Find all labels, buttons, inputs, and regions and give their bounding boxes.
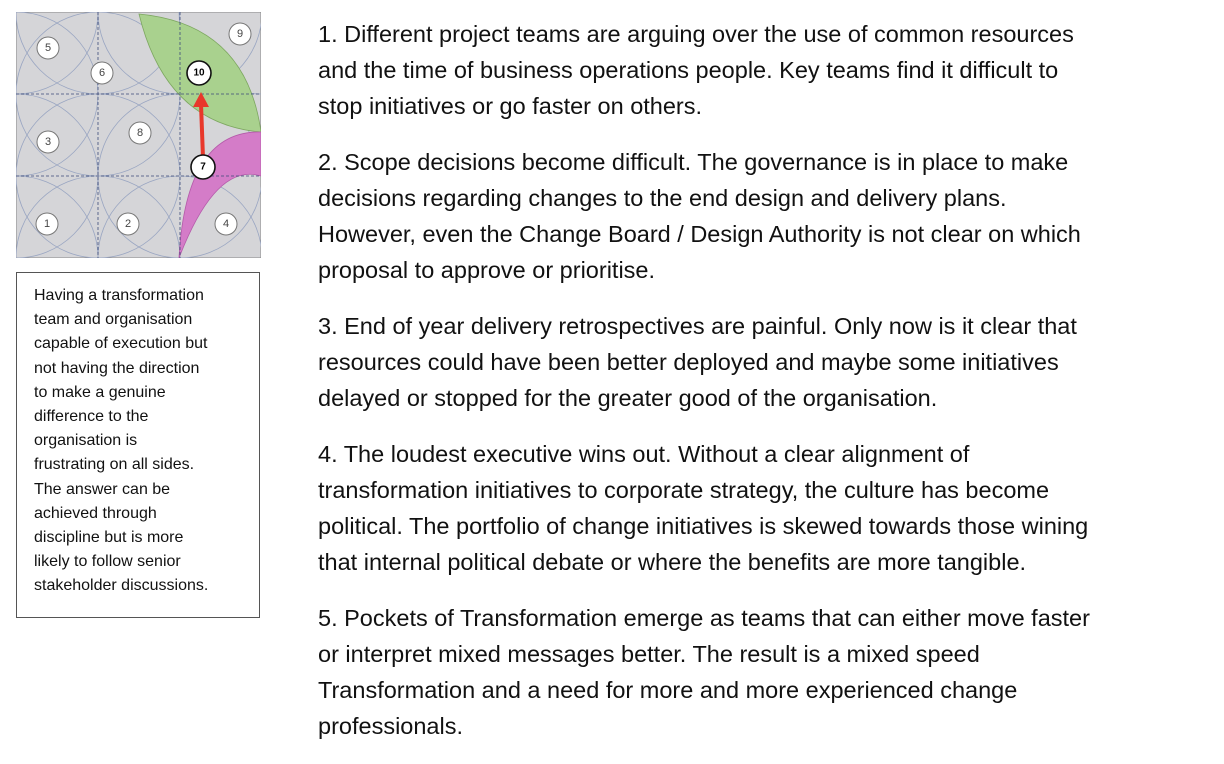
paragraph-line: professionals. bbox=[318, 713, 463, 739]
paragraph-line: 3. End of year delivery retrospectives are painful. Only now is it clear that bbox=[318, 313, 1077, 339]
badge-label-4: 4 bbox=[222, 218, 230, 230]
paragraph-line: 5. Pockets of Transformation emerge as teams that can either move faster bbox=[318, 605, 1090, 631]
badge-7 bbox=[191, 155, 215, 179]
paragraph-line: 4. The loudest executive wins out. Without a clear alignment of bbox=[318, 441, 970, 467]
badge-label-1: 1 bbox=[43, 218, 51, 230]
badge-label-2: 2 bbox=[124, 218, 132, 230]
paragraph-5 bbox=[318, 600, 1208, 744]
paragraph-line: 1. Different project teams are arguing over the use of common resources bbox=[318, 21, 1074, 47]
badge-label-3: 3 bbox=[44, 136, 52, 148]
paragraph-line: stop initiatives or go faster on others. bbox=[318, 93, 703, 119]
paragraph-line: transformation initiatives to corporate strategy, the culture has become bbox=[318, 477, 1050, 503]
paragraph-line: that internal political debate or where the benefits are more tangible. bbox=[318, 549, 1027, 575]
badge-label-7: 7 bbox=[200, 161, 206, 173]
badge-1 bbox=[36, 213, 58, 235]
paragraph-line: However, even the Change Board / Design Authority is not clear on which bbox=[318, 221, 1081, 247]
paragraph-4 bbox=[318, 436, 1208, 580]
callout-line: Having a transformation bbox=[34, 287, 204, 304]
callout-line: discipline but is more bbox=[34, 529, 184, 547]
maturity-grid-svg bbox=[16, 12, 261, 258]
badge-label-9: 9 bbox=[236, 28, 244, 40]
callout-line: capable of execution but bbox=[34, 335, 208, 353]
badge-6 bbox=[91, 62, 113, 84]
badge-8 bbox=[129, 122, 151, 144]
paragraph-line: 2. Scope decisions become difficult. The governance is in place to make bbox=[318, 149, 1069, 175]
callout-line: stakeholder discussions. bbox=[34, 577, 209, 595]
callout-line: achieved through bbox=[34, 504, 157, 522]
callout-box bbox=[16, 272, 260, 618]
callout-line: organisation is bbox=[34, 432, 138, 450]
callout-line: likely to follow senior bbox=[34, 553, 181, 571]
callout-line: not having the direction bbox=[34, 359, 200, 377]
paragraph-line: political. The portfolio of change initiatives is skewed towards those wining bbox=[318, 513, 1089, 539]
callout-line: The answer can be bbox=[34, 480, 171, 498]
badge-5 bbox=[37, 37, 59, 59]
badge-3 bbox=[37, 131, 59, 153]
maturity-grid-diagram bbox=[16, 12, 261, 258]
badge-9 bbox=[229, 23, 251, 45]
badge-label-5: 5 bbox=[44, 42, 52, 54]
badge-2 bbox=[117, 213, 139, 235]
body-text bbox=[318, 16, 1208, 764]
paragraph-line: decisions regarding changes to the end design and delivery plans. bbox=[318, 185, 1007, 211]
paragraph-1 bbox=[318, 16, 1208, 124]
callout-line: team and organisation bbox=[34, 311, 193, 329]
badge-10 bbox=[187, 61, 211, 85]
callout-line: to make a genuine bbox=[34, 383, 166, 401]
callout-line: frustrating on all sides. bbox=[34, 456, 195, 474]
paragraph-line: proposal to approve or prioritise. bbox=[318, 257, 656, 283]
paragraph-line: Transformation and a need for more and more experienced change bbox=[318, 677, 1018, 703]
paragraph-line: delayed or stopped for the greater good of the organisation. bbox=[318, 385, 938, 411]
paragraph-3 bbox=[318, 308, 1208, 416]
badge-label-10: 10 bbox=[193, 67, 205, 79]
paragraph-line: or interpret mixed messages better. The result is a mixed speed bbox=[318, 641, 980, 667]
callout-line: difference to the bbox=[34, 408, 149, 426]
paragraph-2 bbox=[318, 144, 1208, 288]
badge-label-6: 6 bbox=[98, 67, 106, 79]
badge-label-8: 8 bbox=[136, 127, 144, 139]
badge-4 bbox=[215, 213, 237, 235]
paragraph-line: and the time of business operations people. Key teams find it difficult to bbox=[318, 57, 1059, 83]
paragraph-line: resources could have been better deployed and maybe some initiatives bbox=[318, 349, 1059, 375]
